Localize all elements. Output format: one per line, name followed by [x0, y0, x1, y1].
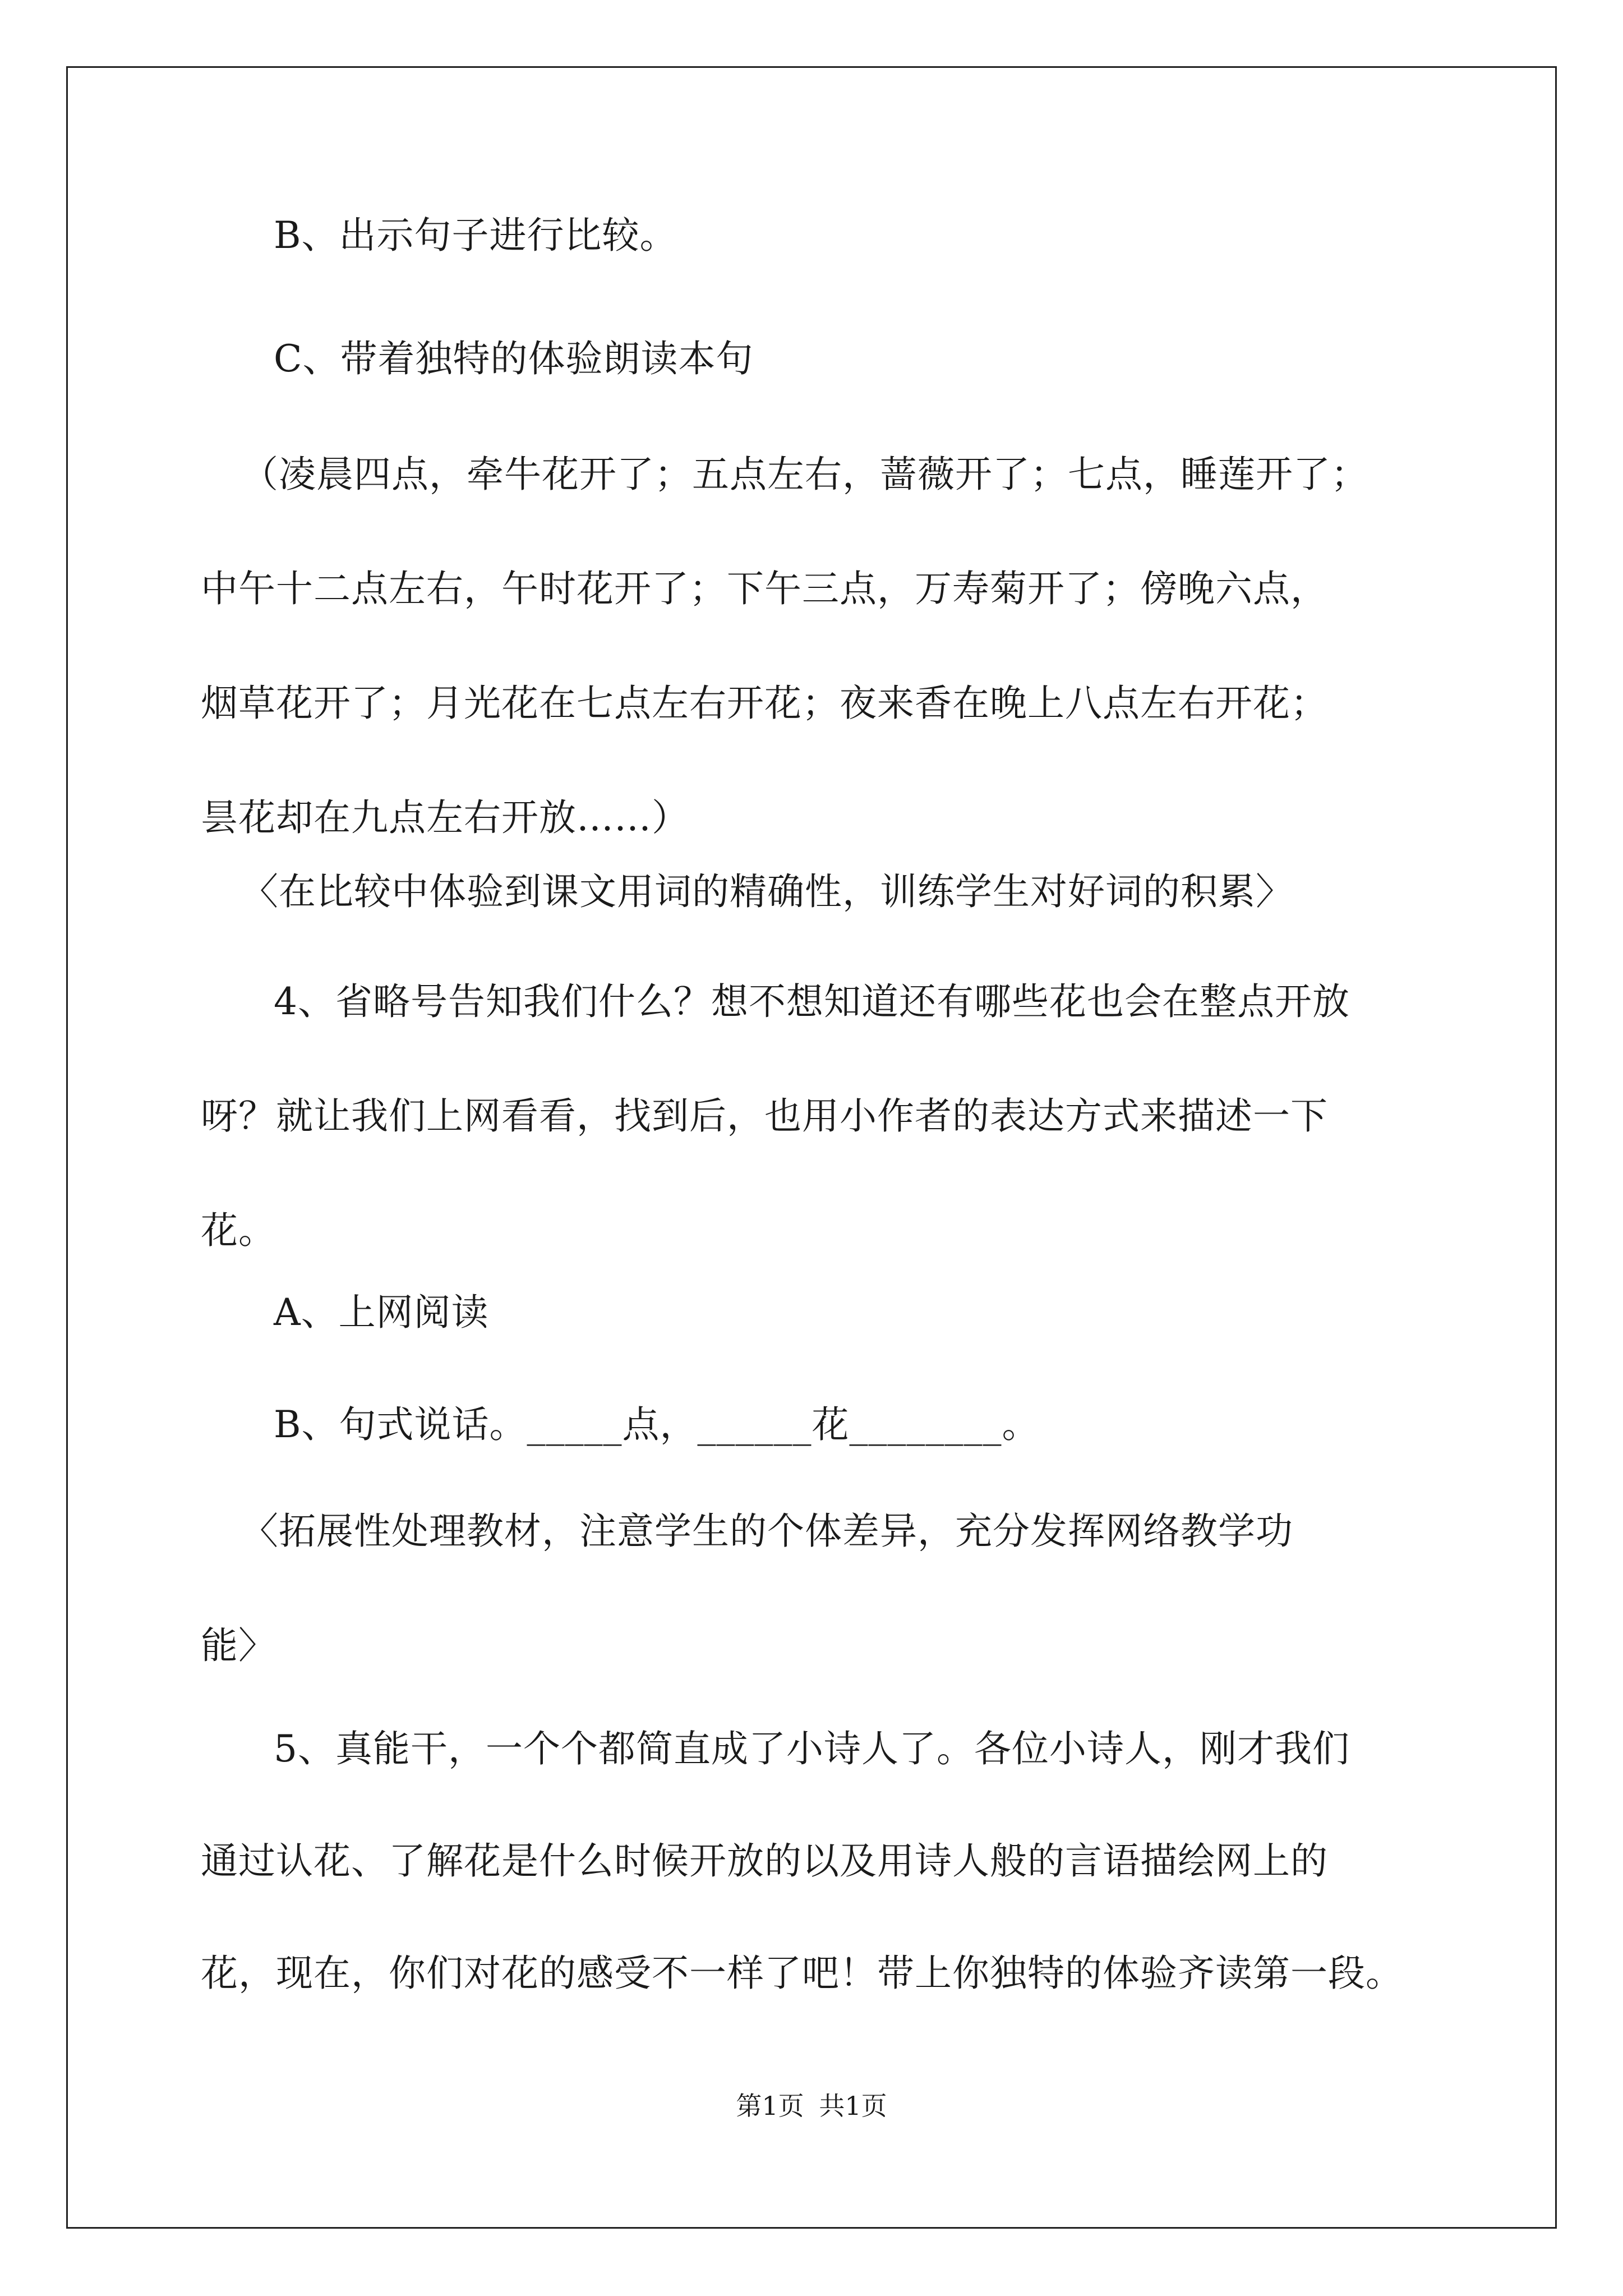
page-number: 第1页	[736, 2091, 804, 2121]
text-line: 中午十二点左右，午时花开了；下午三点，万寿菊开了；傍晚六点，	[201, 567, 1328, 610]
text-line: 4、省略号告知我们什么？想不想知道还有哪些花也会在整点开放	[274, 980, 1350, 1023]
text-line: A、上网阅读	[274, 1291, 489, 1334]
page-total: 共1页	[819, 2091, 887, 2121]
text-line: 通过认花、了解花是什么时候开放的以及用诗人般的言语描绘网上的	[201, 1839, 1328, 1883]
text-line: 〈在比较中体验到课文用词的精确性，训练学生对好词的积累〉	[241, 870, 1293, 913]
text-line: 昙花却在九点左右开放……）	[201, 796, 689, 839]
text-line: （凌晨四点，牵牛花开了；五点左右，蔷薇开了；七点，睡莲开了；	[241, 453, 1368, 496]
text-line: 烟草花开了；月光花在七点左右开花；夜来香在晚上八点左右开花；	[201, 682, 1328, 725]
text-line: B、句式说话。_____点，______花________。	[274, 1403, 1040, 1446]
text-line: 呀？就让我们上网看看，找到后，也用小作者的表达方式来描述一下	[201, 1094, 1328, 1138]
text-line: 〈拓展性处理教材，注意学生的个体差异，充分发挥网络教学功	[241, 1510, 1293, 1553]
text-line: 花。	[201, 1209, 276, 1252]
page-footer	[0, 2086, 1623, 2123]
text-line: C、带着独特的体验朗读本句	[274, 337, 754, 380]
text-line: 能〉	[201, 1624, 276, 1667]
text-line: 花，现在，你们对花的感受不一样了吧！带上你独特的体验齐读第一段。	[201, 1952, 1403, 1995]
text-line: 5、真能干，一个个都简直成了小诗人了。各位小诗人，刚才我们	[274, 1727, 1350, 1770]
text-line: B、出示句子进行比较。	[274, 214, 677, 257]
page-border	[66, 66, 1557, 2229]
